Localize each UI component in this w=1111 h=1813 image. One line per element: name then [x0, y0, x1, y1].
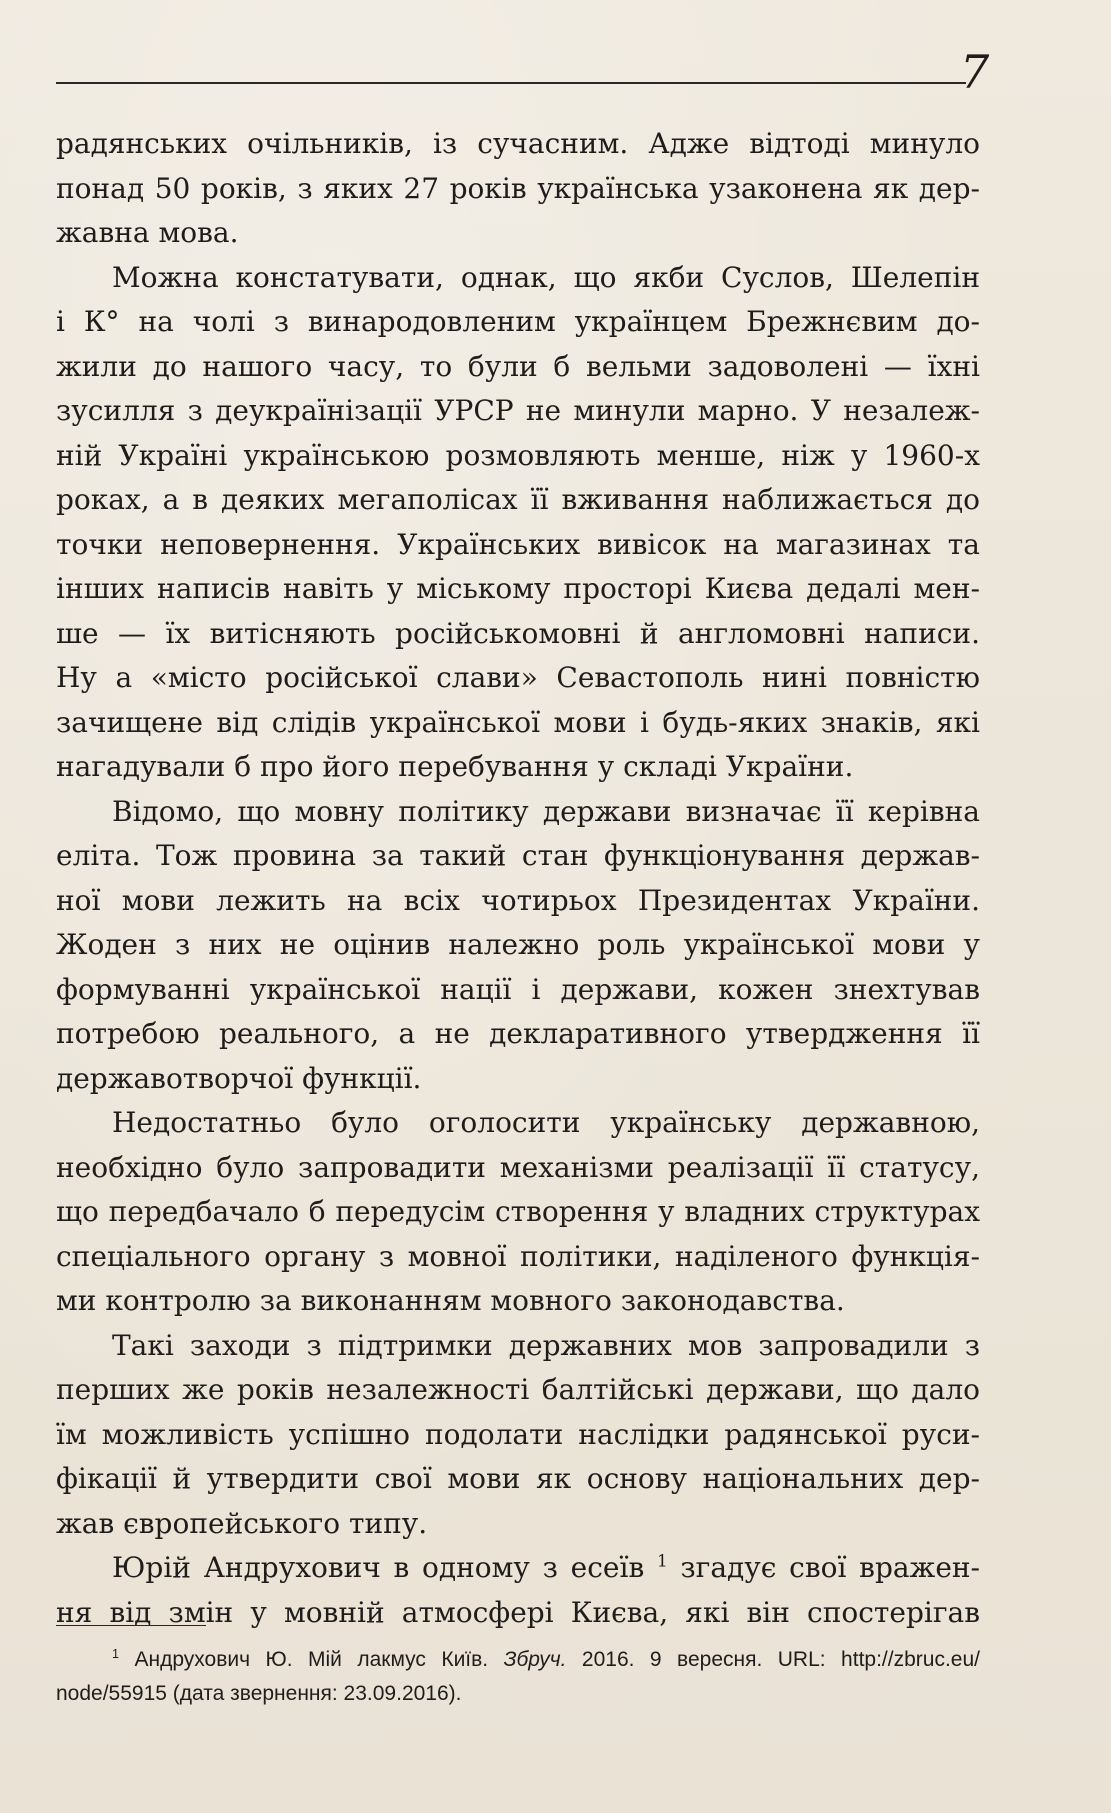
footnote-source: Збруч.: [503, 1648, 567, 1671]
text-line: Такі заходи з підтримки державних мов запровадили з: [112, 1328, 980, 1362]
text-line: радянських очільників, із сучасним. Адже відтоді минуло: [56, 127, 980, 160]
footnote-line: node/55915 (дата звернення: 23.09.2016).: [56, 1682, 462, 1705]
text-line: необхідно було запровадити механізми реалізації її статусу,: [56, 1150, 980, 1184]
text-line: спеціального органу з мовної політики, наділеного функція-: [56, 1239, 980, 1273]
text-line: жавна мова.: [56, 216, 239, 249]
footnote: [56, 1643, 980, 1711]
text-line: еліта. Тож провина за такий стан функціонування держав-: [56, 839, 980, 872]
body-text: [56, 122, 980, 1635]
text-line: Жоден з них не оцінив належно роль української мови у: [56, 928, 980, 961]
text-line: точки неповернення. Українських вивісок на магазинах та: [56, 527, 980, 561]
text-line: Ну а «місто російської слави» Севастополь нині повністю: [56, 661, 980, 694]
text-line: ше — їх витісняють російськомовні й англомовні написи.: [56, 616, 980, 650]
text-line: ної мови лежить на всіх чотирьох Президентах України.: [56, 883, 980, 917]
text-line: роках, а в деяких мегаполісах її вживання наближається до: [56, 483, 980, 516]
footnote-author: Андрухович Ю. Мій лакмус Київ.: [134, 1648, 489, 1671]
text-line: жили до нашого часу, то були б вельми задоволені — їхні: [56, 349, 980, 383]
text-line: перших же років незалежності балтійські держави, що дало: [56, 1373, 980, 1406]
text-fragment: згадує свої вражен-: [680, 1551, 981, 1584]
text-line: що передбачало б передусім створення у владних структурах: [56, 1195, 980, 1228]
text-line: ня від змін у мовній атмосфері Києва, які він спостерігав: [56, 1595, 980, 1629]
text-line: їм можливість успішно подолати наслідки радянської руси-: [56, 1417, 980, 1451]
text-line: потребою реального, а не декларативного утвердження її: [56, 1017, 980, 1050]
footnote-line: [56, 1643, 980, 1677]
header-rule: [56, 82, 966, 84]
text-line: державотворчої функції.: [56, 1061, 422, 1095]
text-line: Недостатньо було оголосити українську державною,: [112, 1106, 980, 1139]
text-line: інших написів навіть у міському просторі Києва дедалі мен-: [56, 572, 980, 605]
text-line: Відомо, що мовну політику держави визначає її керівна: [112, 794, 980, 828]
text-line: зачищене від слідів української мови і будь-яких знаків, які: [56, 705, 980, 739]
footnote-rest: 2016. 9 вересня. URL: http://zbruc.eu/: [581, 1648, 980, 1671]
text-line: і К° на чолі з винародовленим українцем Брежнєвим до-: [56, 305, 980, 338]
text-line: зусилля з деукраїнізації УРСР не минули марно. У незалеж-: [56, 394, 980, 427]
text-line: формуванні української нації і держави, кожен знехтував: [56, 972, 980, 1006]
text-line: фікації й утвердити свої мови як основу національних дер-: [56, 1462, 980, 1495]
text-line: жав європейського типу.: [56, 1506, 428, 1540]
footnote-marker: 1: [112, 1647, 120, 1661]
text-line: понад 50 років, з яких 27 років українська узаконена як дер-: [56, 171, 980, 205]
text-line-with-footnote-ref: [56, 1546, 980, 1591]
text-line: ми контролю за виконанням мовного законодавства.: [56, 1284, 845, 1317]
page-number: 7: [960, 45, 990, 99]
footnote-rule: [56, 1625, 206, 1626]
text-line: нагадували б про його перебування у складі України.: [56, 750, 854, 783]
footnote-reference[interactable]: 1: [656, 1550, 668, 1571]
text-line: Можна констатувати, однак, що якби Суслов, Шелепін: [112, 260, 980, 294]
text-line: ній Україні українською розмовляють менше, ніж у 1960-х: [56, 438, 980, 472]
text-fragment: Юрій Андрухович в одному з есеїв: [112, 1551, 645, 1584]
